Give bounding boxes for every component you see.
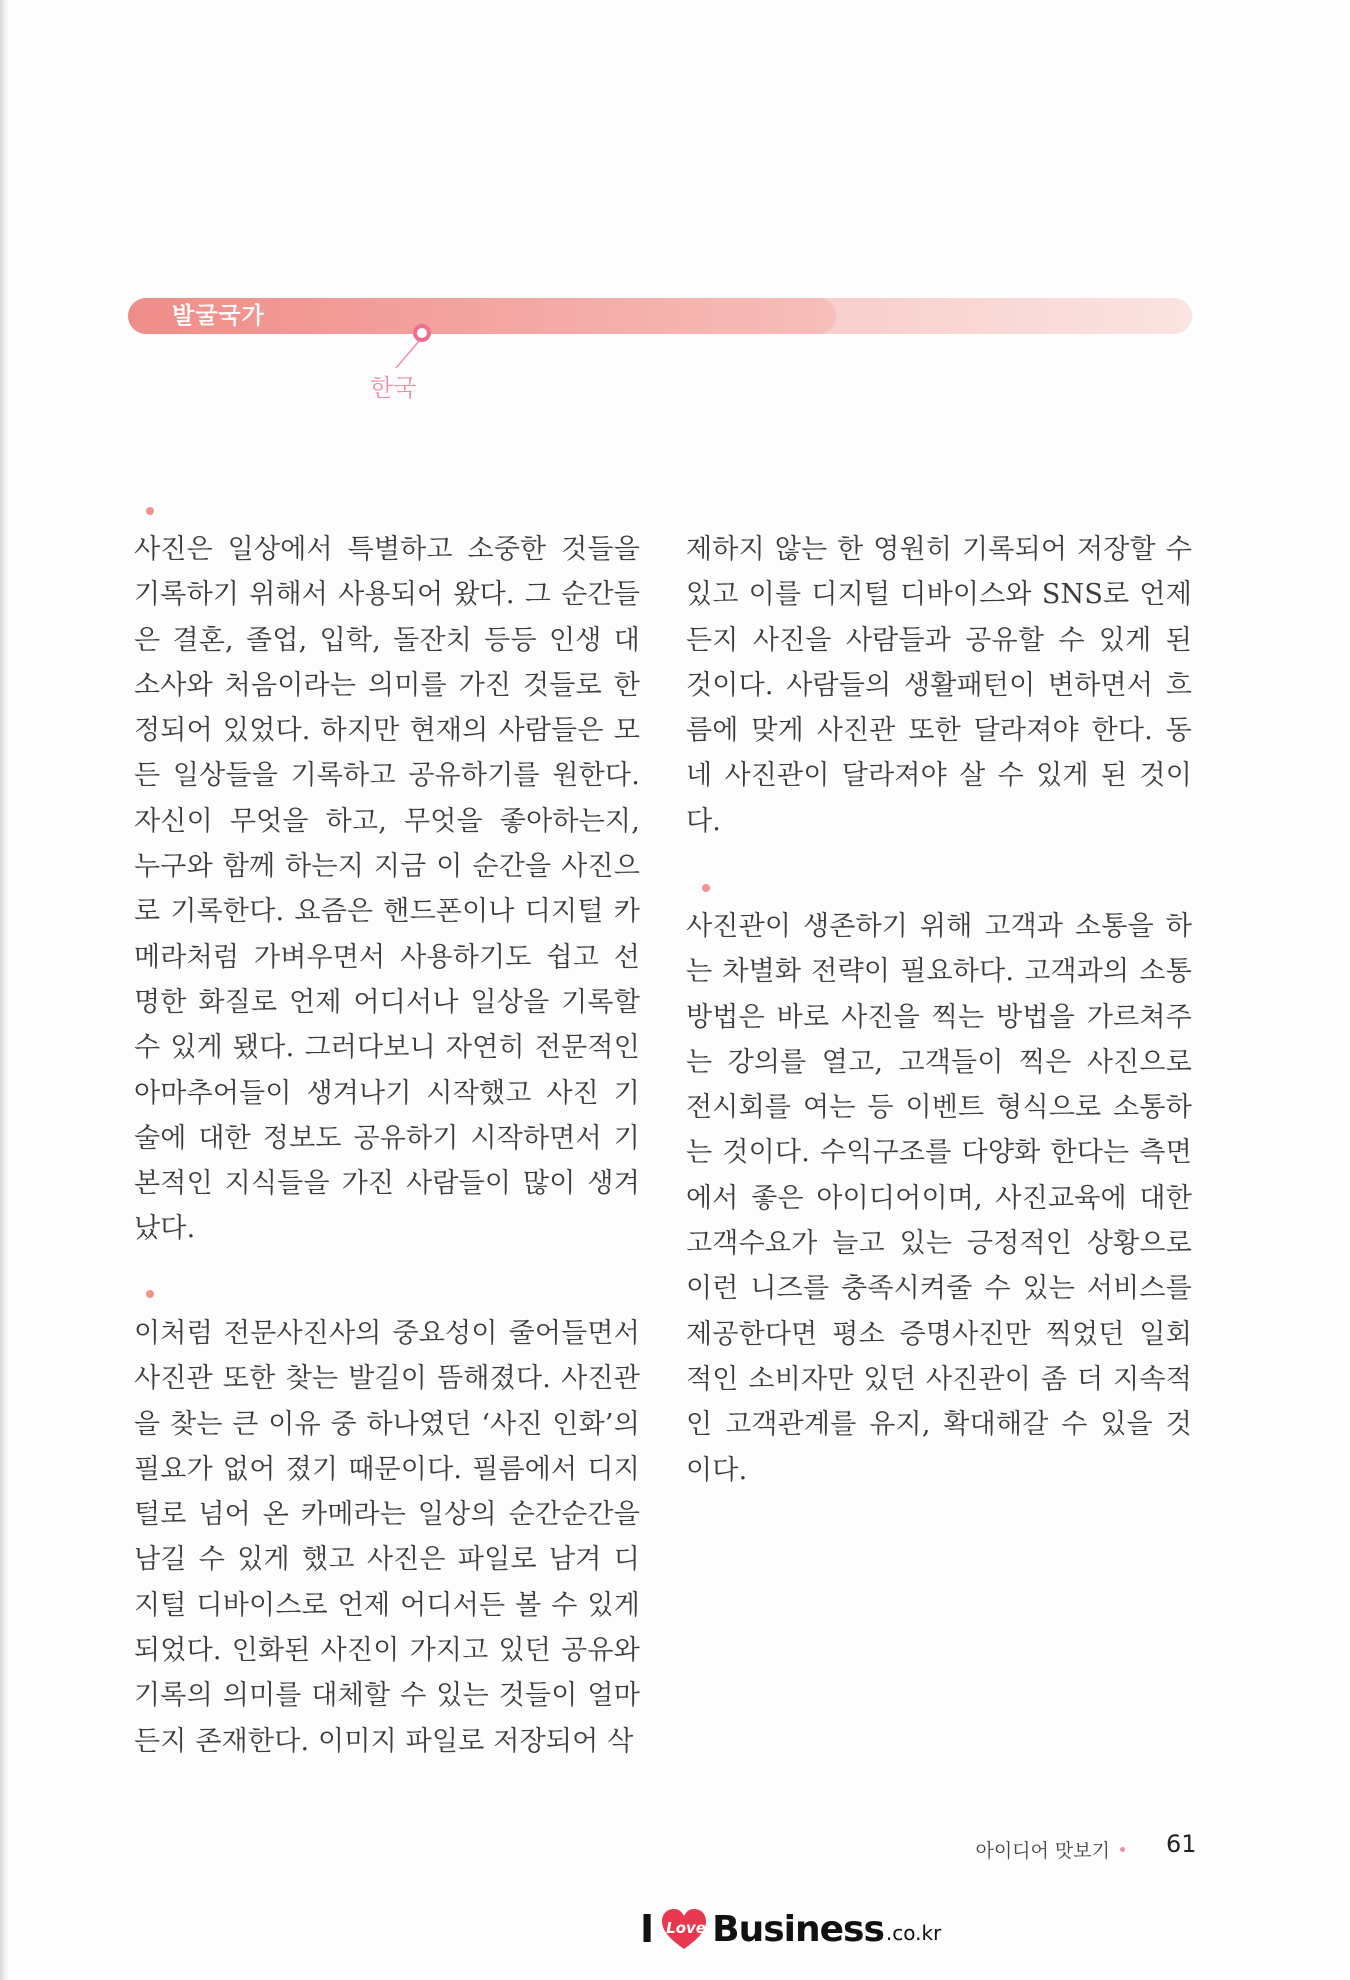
footer-section-label: 아이디어 맛보기 bbox=[975, 1840, 1110, 1862]
heart-icon bbox=[660, 1907, 708, 1951]
logo-domain-text: .co.kr bbox=[885, 1921, 942, 1945]
right-paragraph-2: 사진관이 생존하기 위해 고객과 소통을 하는 차별화 전략이 필요하다. 고객과의 소통방법은 바로 사진을 찍는 방법을 가르쳐주는 강의를 열고, 고객들이 찍은 사진으로 전시회를 여는 등 이벤트 형식으로 소통하는 것이다. 수익구조를 다양화 한다는 측면에서 좋은 아이디어이며, 사진교육에 대한 고객수요가 늘고 있는 긍정적인 상황으로 이런 니즈를 충족시켜줄 수 있는 서비스를 제공한다면 평소 증명사진만 찍었던 일회적인 소비자만 있던 사진관이 좀 더 지속적인 고객관계를 유지, 확대해갈 수 있을 것이다. bbox=[686, 911, 1192, 1486]
footer-section-name bbox=[975, 1836, 1135, 1863]
ilovebusiness-logo bbox=[640, 1904, 941, 1954]
logo-i-text: I bbox=[640, 1907, 655, 1951]
logo-love-text: Love bbox=[666, 1919, 706, 1937]
page-number: 61 bbox=[1166, 1830, 1197, 1858]
section-label: 발굴국가 bbox=[172, 303, 265, 329]
right-paragraph-1: 제하지 않는 한 영원히 기록되어 저장할 수 있고 이를 디지털 디바이스와 SNS로 언제든지 사진을 사람들과 공유할 수 있게 된 것이다. 사람들의 생활패턴이 변하면서 흐름에 맞게 사진관 또한 달라져야 한다. 동네 사진관이 달라져야 살 수 있게 된 것이다. bbox=[686, 534, 1192, 837]
footer-separator-dot bbox=[1120, 1847, 1125, 1852]
left-paragraph-2: 이처럼 전문사진사의 중요성이 줄어들면서 사진관 또한 찾는 발길이 뜸해졌다. 사진관을 찾는 큰 이유 중 하나였던 ‘사진 인화’의 필요가 없어 졌기 때문이다. 필름에서 디지털로 넘어 온 카메라는 일상의 순간순간을 남길 수 있게 했고 사진은 파일로 남겨 디지털 디바이스로 언제 어디서든 볼 수 있게 되었다. 인화된 사진이 가지고 있던 공유와 기록의 의미를 대체할 수 있는 것들이 얼마든지 존재한다. 이미지 파일로 저장되어 삭 bbox=[134, 1318, 640, 1757]
country-label: 한국 bbox=[370, 374, 417, 402]
marker-connector-line bbox=[0, 0, 1350, 400]
paragraph-bullet-icon bbox=[702, 884, 710, 892]
location-marker-icon bbox=[413, 324, 431, 342]
paragraph-bullet-icon bbox=[146, 507, 154, 515]
logo-business-text: Business bbox=[712, 1908, 884, 1950]
left-paragraph-1: 사진은 일상에서 특별하고 소중한 것들을 기록하기 위해서 사용되어 왔다. 그 순간들은 결혼, 졸업, 입학, 돌잔치 등등 인생 대소사와 처음이라는 의미를 가진 것들로 한정되어 있었다. 하지만 현재의 사람들은 모든 일상들을 기록하고 공유하기를 원한다. 자신이 무엇을 하고, 무엇을 좋아하는지, 누구와 함께 하는지 지금 이 순간을 사진으로 기록한다. 요즘은 핸드폰이나 디지털 카메라처럼 가벼우면서 사용하기도 쉽고 선명한 화질로 언제 어디서나 일상을 기록할 수 있게 됐다. 그러다보니 자연히 전문적인 아마추어들이 생겨나기 시작했고 사진 기술에 대한 정보도 공유하기 시작하면서 기본적인 지식들을 가진 사람들이 많이 생겨났다. bbox=[134, 534, 640, 1245]
paragraph-bullet-icon bbox=[146, 1290, 154, 1298]
